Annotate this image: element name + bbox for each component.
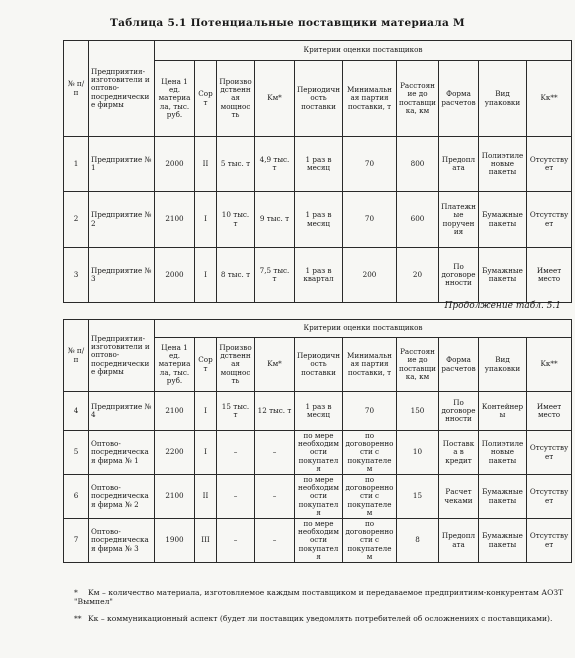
table-row [64,248,572,303]
cell-grade: I [195,248,217,303]
cell-km: 12 тыс. т [255,392,295,431]
cell-capacity: 5 тыс. т [217,137,255,192]
cell-minlot: по договоренности с покупателем [343,431,397,475]
header-criteria: Критерии оценки поставщиков [155,320,572,338]
cell-km: 9 тыс. т [255,192,295,248]
header-num: № п/п [64,320,89,392]
cell-price: 2100 [155,192,195,248]
suppliers-table-2 [63,319,572,563]
cell-distance: 20 [397,248,439,303]
cell-packaging: Полиэтиленовые пакеты [479,137,527,192]
cell-grade: I [195,392,217,431]
footnote-kk [74,614,564,623]
table-row [64,475,572,519]
footnote-text: Kк – коммуникационный аспект (будет ли поставщик уведомлять потребителей об осложнениях с поставщиками). [88,614,553,623]
cell-num: 5 [64,431,89,475]
cell-km: 7,5 тыс. т [255,248,295,303]
cell-payment: По договоренности [439,248,479,303]
cell-km: 4,9 тыс. т [255,137,295,192]
cell-grade: II [195,137,217,192]
footnote-mark: ** [74,614,82,623]
cell-firm: Предприятие № 2 [89,192,155,248]
cell-period: по мере необходимости покупателя [295,475,343,519]
header-packaging: Вид упаковки [479,61,527,137]
header-price: Цена 1 ед. материала, тыс. руб. [155,61,195,137]
cell-period: 1 раз в месяц [295,137,343,192]
cell-firm: Оптово-посредническая фирма № 3 [89,519,155,563]
cell-distance: 15 [397,475,439,519]
header-capacity: Производственная мощность [217,338,255,392]
header-period: Периодичность поставки [295,61,343,137]
header-firm: Предприятия-изготовители и оптово-посреднические фирмы [89,320,155,392]
continuation-label: Продолжение табл. 5.1 [444,301,561,311]
cell-kk: Отсутствует [527,137,572,192]
footnote-text: Kм – количество материала, изготовляемое каждым поставщиком и передаваемое предприятиям-конкурентам АОЗТ "Вымпел" [74,588,564,607]
cell-kk: Имеет место [527,392,572,431]
cell-payment: Платежные поручения [439,192,479,248]
cell-capacity: – [217,475,255,519]
cell-minlot: 70 [343,392,397,431]
cell-capacity: 8 тыс. т [217,248,255,303]
header-kk: Kк** [527,61,572,137]
header-payment: Форма расчетов [439,61,479,137]
header-grade: Сорт [195,61,217,137]
cell-capacity: – [217,519,255,563]
table-row [64,519,572,563]
header-grade: Сорт [195,338,217,392]
cell-minlot: 200 [343,248,397,303]
footnote-km [74,588,564,606]
table-row [64,392,572,431]
cell-minlot: 70 [343,192,397,248]
footnote-mark: * [74,588,78,597]
cell-price: 1900 [155,519,195,563]
cell-grade: I [195,192,217,248]
cell-firm: Оптово-посредническая фирма № 1 [89,431,155,475]
table-row [64,192,572,248]
header-payment: Форма расчетов [439,338,479,392]
header-capacity: Производственная мощность [217,61,255,137]
cell-km: – [255,475,295,519]
header-kk: Kк** [527,338,572,392]
header-firm: Предприятия-изготовители и оптово-посреднические фирмы [89,41,155,137]
cell-packaging: Бумажные пакеты [479,192,527,248]
cell-packaging: Бумажные пакеты [479,475,527,519]
cell-firm: Предприятие № 3 [89,248,155,303]
header-criteria: Критерии оценки поставщиков [155,41,572,61]
cell-payment: Поставка в кредит [439,431,479,475]
cell-price: 2000 [155,137,195,192]
cell-packaging: Бумажные пакеты [479,519,527,563]
cell-packaging: Бумажные пакеты [479,248,527,303]
cell-price: 2000 [155,248,195,303]
cell-kk: Отсутствует [527,192,572,248]
cell-grade: II [195,475,217,519]
header-period: Периодичность поставки [295,338,343,392]
cell-minlot: по договоренности с покупателем [343,475,397,519]
header-num: № п/п [64,41,89,137]
header-distance: Расстояние до поставщика, км [397,338,439,392]
cell-capacity: 15 тыс. т [217,392,255,431]
table-row [64,431,572,475]
cell-km: – [255,431,295,475]
cell-payment: Расчет чеками [439,475,479,519]
header-packaging: Вид упаковки [479,338,527,392]
cell-distance: 10 [397,431,439,475]
cell-minlot: по договоренности с покупателем [343,519,397,563]
cell-packaging: Полиэтиленовые пакеты [479,431,527,475]
cell-firm: Предприятие № 4 [89,392,155,431]
cell-num: 3 [64,248,89,303]
cell-kk: Отсутствует [527,431,572,475]
cell-distance: 800 [397,137,439,192]
cell-payment: По договоренности [439,392,479,431]
cell-num: 4 [64,392,89,431]
cell-distance: 150 [397,392,439,431]
header-km: Kм* [255,338,295,392]
cell-period: по мере необходимости покупателя [295,431,343,475]
cell-period: по мере необходимости покупателя [295,519,343,563]
cell-payment: Предоплата [439,519,479,563]
cell-price: 2100 [155,475,195,519]
suppliers-table-1 [63,40,572,303]
cell-km: – [255,519,295,563]
cell-kk: Отсутствует [527,475,572,519]
cell-period: 1 раз в месяц [295,392,343,431]
cell-firm: Оптово-посредническая фирма № 2 [89,475,155,519]
cell-capacity: – [217,431,255,475]
cell-payment: Предоплата [439,137,479,192]
header-km: Kм* [255,61,295,137]
cell-packaging: Контейнеры [479,392,527,431]
header-price: Цена 1 ед. материала, тыс. руб. [155,338,195,392]
cell-minlot: 70 [343,137,397,192]
cell-price: 2100 [155,392,195,431]
cell-num: 1 [64,137,89,192]
cell-distance: 600 [397,192,439,248]
table-title: Таблица 5.1 Потенциальные поставщики материала М [110,17,465,29]
table-row [64,137,572,192]
cell-num: 7 [64,519,89,563]
header-distance: Расстояние до поставщика, км [397,61,439,137]
cell-grade: III [195,519,217,563]
cell-num: 6 [64,475,89,519]
cell-capacity: 10 тыс. т [217,192,255,248]
cell-grade: I [195,431,217,475]
cell-period: 1 раз в квартал [295,248,343,303]
cell-price: 2200 [155,431,195,475]
cell-distance: 8 [397,519,439,563]
header-minlot: Минимальная партия поставки, т [343,338,397,392]
cell-firm: Предприятие № 1 [89,137,155,192]
cell-kk: Отсутствует [527,519,572,563]
cell-kk: Имеет место [527,248,572,303]
cell-period: 1 раз в месяц [295,192,343,248]
cell-num: 2 [64,192,89,248]
header-minlot: Минимальная партия поставки, т [343,61,397,137]
